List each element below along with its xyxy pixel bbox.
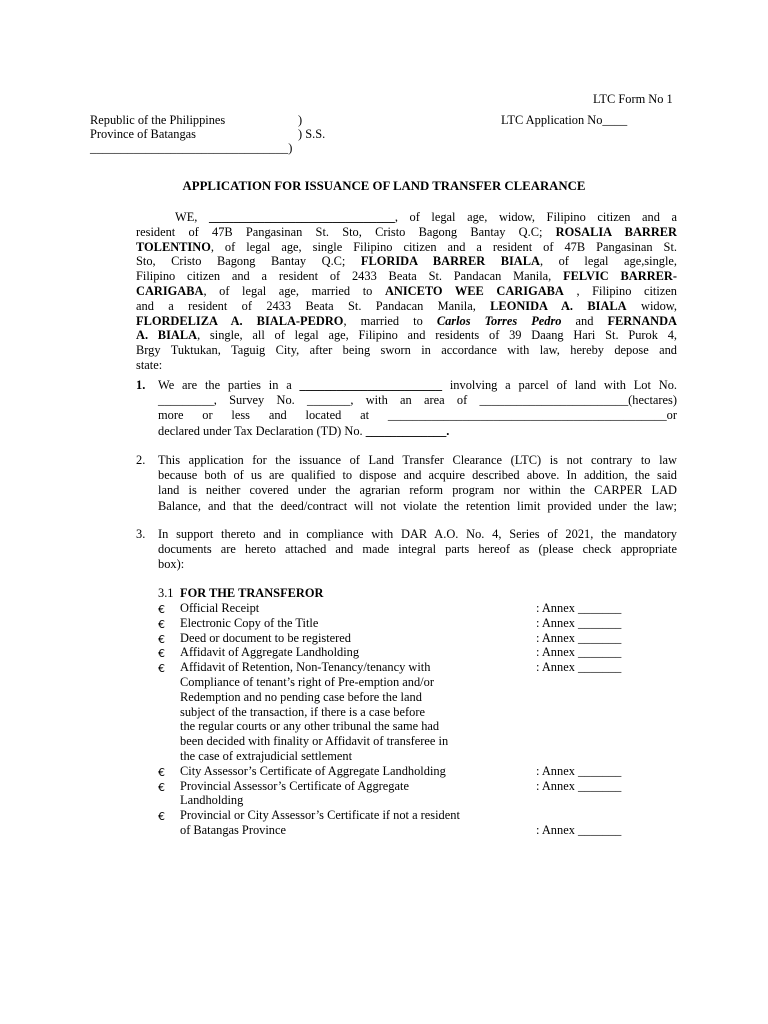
intro-text: FELVIC BARRER-	[563, 269, 677, 284]
annex-field[interactable]: : Annex _______	[536, 645, 622, 660]
intro-text: Sto, Cristo Bagong Bantay Q.C;	[136, 254, 361, 269]
para1-text: We are the parties in a	[158, 378, 300, 392]
annex-field[interactable]: : Annex _______	[536, 615, 622, 630]
intro-text: , married to	[343, 313, 437, 328]
checklist-item-label: Deed or document to be registered	[180, 630, 351, 645]
para1-line	[158, 408, 677, 423]
intro-text: resident of 47B Pangasinan St. Sto, Cristo Bagong Bantay Q.C;	[136, 224, 556, 239]
intro-text: , of legal age, widow, Filipino citizen and a	[394, 210, 677, 224]
province-label: Province of Batangas	[90, 127, 196, 141]
republic-label: Republic of the Philippines	[90, 113, 226, 127]
intro-text: FLORDELIZA A. BIALA-PEDRO	[136, 313, 344, 328]
intro-text: FERNANDA	[607, 313, 677, 328]
checklist-item-label: of Batangas Province	[180, 823, 286, 837]
intro-line	[136, 358, 677, 373]
intro-text: FLORIDA BARRER BIALA	[360, 254, 540, 269]
intro-text: A. BIALA	[136, 328, 198, 343]
checkbox-icon[interactable]: €	[158, 765, 165, 779]
intro-text: Carlos Torres Pedro	[436, 313, 562, 328]
intro-text: Brgy Tuktukan, Taguig City, after being sworn in accordance with law, hereby depose and	[136, 343, 677, 358]
checkbox-icon[interactable]: €	[158, 617, 165, 631]
intro-text: TOLENTINO	[136, 239, 211, 254]
intro-text: , of legal age, single Filipino citizen and a resident of 47B Pangasinan St.	[210, 239, 677, 254]
para1-text: _______________________	[299, 378, 443, 392]
checklist-item-label: City Assessor’s Certificate of Aggregate Landholding	[180, 763, 446, 778]
checkbox-icon[interactable]: €	[158, 603, 165, 616]
para2-line	[158, 499, 677, 514]
checkbox-icon[interactable]: €	[158, 780, 165, 794]
annex-field[interactable]: : Annex _______	[536, 763, 622, 778]
para2-number: 2.	[136, 453, 146, 467]
checklist-item-label: Redemption and no pending case before the land	[180, 689, 422, 704]
intro-line	[136, 314, 677, 329]
annex-field[interactable]: : Annex _______	[536, 660, 622, 675]
intro-text: CARIGABA	[136, 284, 204, 298]
checklist-item-label: Compliance of tenant’s right of Pre-emption and/or	[180, 675, 434, 689]
checkbox-icon[interactable]: €	[158, 632, 165, 646]
checklist-item-label: Official Receipt	[180, 601, 260, 615]
intro-text: ______________________________	[208, 210, 395, 224]
intro-line	[136, 328, 677, 343]
annex-field[interactable]: : Annex _______	[536, 601, 622, 615]
intro-text: widow,	[626, 298, 678, 313]
intro-line	[175, 210, 677, 225]
intro-text: , of legal age,single,	[539, 254, 678, 269]
para1-line	[158, 424, 677, 439]
para1-number: 1.	[136, 378, 146, 392]
intro-line	[136, 225, 677, 240]
paren-1: )	[298, 113, 303, 127]
section-heading: FOR THE TRANSFEROR	[180, 586, 324, 600]
checklist-item-label: the regular courts or any other tribunal the same had	[180, 719, 440, 734]
intro-line	[136, 299, 677, 314]
para2-text: This application for the issuance of Land Transfer Clearance (LTC) is not contrary to law	[158, 453, 677, 467]
intro-text: ROSALIA BARRER	[555, 224, 677, 239]
intro-text: , of legal age, married to	[203, 284, 385, 298]
form-number: LTC Form No 1	[593, 92, 673, 106]
para3-line	[158, 527, 677, 542]
checkbox-icon[interactable]: €	[158, 647, 165, 661]
intro-text: , Filipino citizen	[563, 284, 677, 298]
intro-line	[136, 254, 677, 269]
checklist-item-label: subject of the transaction, if there is a case before	[180, 704, 425, 719]
paren-ss: ) S.S.	[298, 127, 326, 141]
section-number: 3.1	[158, 586, 174, 600]
intro-text: WE,	[175, 210, 209, 224]
intro-text: and	[561, 313, 608, 328]
para3-line	[158, 542, 677, 557]
para1-text: _____________.	[365, 423, 450, 438]
document-title: APPLICATION FOR ISSUANCE OF LAND TRANSFER CLEARANCE	[182, 179, 586, 193]
checklist-item-label: Provincial Assessor’s Certificate of Aggregate	[180, 778, 409, 793]
para1-text: _________, Survey No. _______, with an area of ________________________(hectares)	[158, 393, 677, 408]
para2-text: Balance, and that the deed/contract will not violate the retention limit provided under the law;	[158, 498, 677, 513]
intro-text: state:	[136, 358, 163, 372]
checklist-item-label: Affidavit of Aggregate Landholding	[180, 645, 360, 660]
intro-text: Filipino citizen and a resident of 2433 Beata St. Pandacan Manila,	[136, 269, 564, 284]
para3-text: box):	[158, 557, 185, 572]
checkbox-icon[interactable]: €	[158, 810, 165, 824]
intro-text: LEONIDA A. BIALA	[490, 298, 627, 313]
para3-number: 3.	[136, 527, 146, 541]
para2-line	[158, 468, 677, 483]
para1-text: declared under Tax Declaration (TD) No.	[158, 423, 366, 438]
checklist-item-label: Landholding	[180, 793, 244, 808]
intro-text: ANICETO WEE CARIGABA	[384, 284, 564, 298]
intro-text: , single, all of legal age, Filipino and residents of 39 Daang Hari St. Purok 4,	[197, 328, 677, 343]
checklist-item-label: Provincial or City Assessor’s Certificate if not a resident	[180, 808, 460, 823]
para1-text: more or less and located at _____________________________________________or	[158, 408, 677, 423]
intro-text: and a resident of 2433 Beata St. Pandacan Manila,	[136, 298, 491, 313]
checklist-item-label: Affidavit of Retention, Non-Tenancy/tenancy with	[180, 660, 431, 675]
checklist-item-label: been decided with finality or Affidavit of transferee in	[180, 734, 449, 749]
checklist-item-label: Electronic Copy of the Title	[180, 615, 319, 630]
para1-line	[158, 378, 677, 393]
annex-field[interactable]: : Annex _______	[536, 823, 622, 837]
intro-line	[136, 284, 677, 299]
para1-text: involving a parcel of land with Lot No.	[442, 378, 677, 392]
intro-line	[136, 269, 677, 284]
intro-line	[136, 240, 677, 255]
para3-line	[158, 557, 677, 572]
para2-text: land is neither covered under the agrarian reform program nor within the CARPER LAD	[158, 483, 677, 498]
para3-text: In support thereto and in compliance with DAR A.O. No. 4, Series of 2021, the mandatory	[158, 527, 677, 541]
annex-field[interactable]: : Annex _______	[536, 778, 622, 793]
para3-text: documents are hereto attached and made integral parts hereof as (please check appropriate	[158, 542, 677, 557]
para2-line	[158, 483, 677, 498]
checklist-item-label: the case of extrajudicial settlement	[180, 749, 353, 763]
intro-line	[136, 343, 677, 358]
para2-text: because both of us are qualified to dispose and acquire described above. In addition, the said	[158, 468, 677, 483]
para2-line	[158, 453, 677, 468]
annex-field[interactable]: : Annex _______	[536, 630, 622, 645]
checkbox-icon[interactable]: €	[158, 662, 165, 676]
header-blank-line: ________________________________)	[90, 141, 293, 155]
application-number: LTC Application No____	[501, 113, 628, 127]
para1-line	[158, 393, 677, 408]
